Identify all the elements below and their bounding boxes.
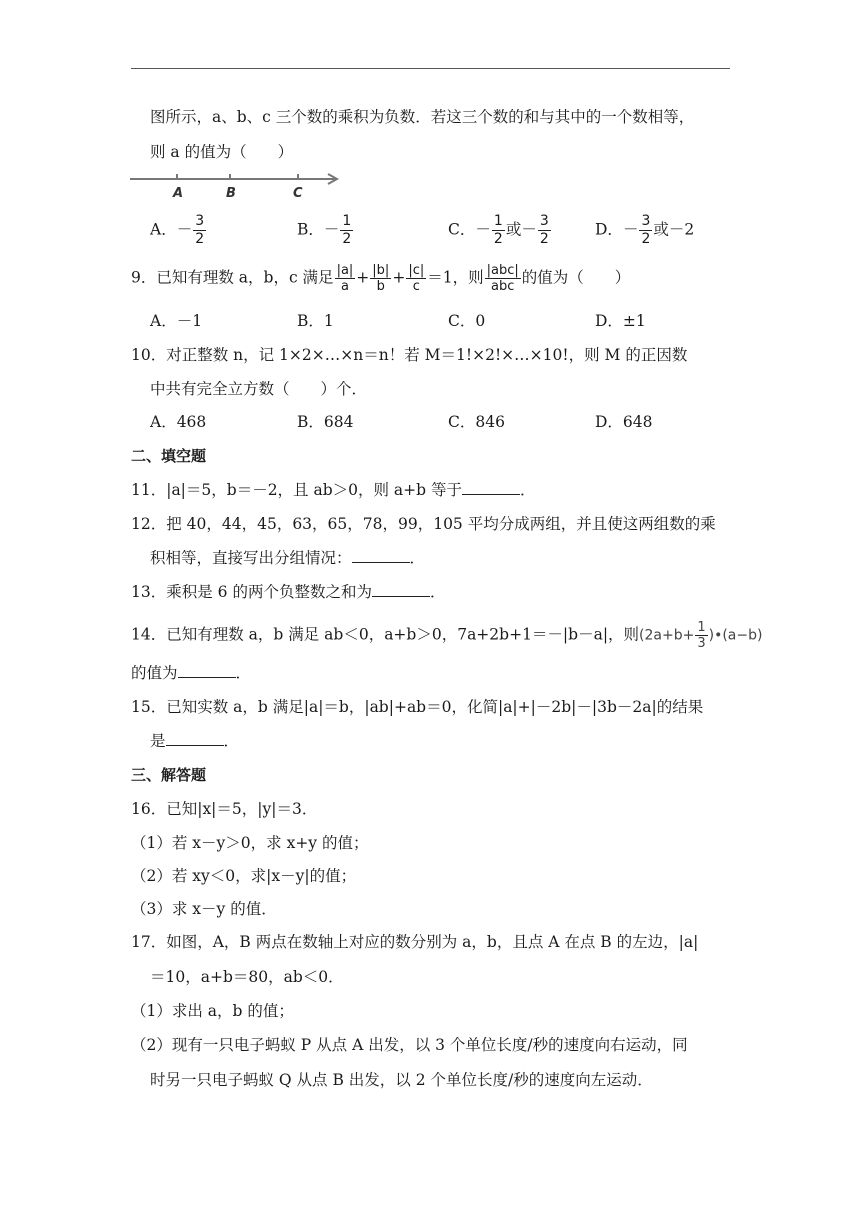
answer-blank[interactable] xyxy=(166,729,224,746)
q17-line2: ＝10，a+b＝80，ab＜0． xyxy=(150,968,344,986)
number-line-figure xyxy=(130,168,345,202)
q16-stem: 16．已知|x|＝5，|y|＝3． xyxy=(131,800,318,818)
axis-label-c: C xyxy=(293,186,303,201)
q8-option-a: A．－ $\frac{3}{2}$ xyxy=(150,213,205,247)
q10-option-c: C．846 xyxy=(448,413,505,431)
q14-formula: (2a+b+ $\frac{1}{3}$ )•(a−b) xyxy=(639,620,763,651)
q10-line1: 10．对正整数 n，记 1×2×…×n＝n！若 M＝1!×2!×…×10!，则 M 的正因数 xyxy=(131,346,688,364)
answer-blank[interactable] xyxy=(372,580,430,597)
axis-label-b: B xyxy=(226,186,236,201)
q9-stem: 9．已知有理数 a，b，c 满足 $\frac{|a|}{a}$ + $\frac{|b|}{b}$ + $\frac{|c|}{c}$ ＝1，则 |abc| abc 的值为（ ） xyxy=(131,263,631,294)
q9-option-d: D．±1 xyxy=(595,312,646,330)
q17-part2-line1: （2）现有一只电子蚂蚁 P 从点 A 出发，以 3 个单位长度/秒的速度向右运动，同 xyxy=(131,1036,688,1054)
q16-part3: （3）求 x－y 的值． xyxy=(131,900,277,918)
q8-option-b: B．－ $\frac{1}{2}$ xyxy=(297,213,352,247)
axis-label-a: A xyxy=(173,186,184,201)
q15-line2: 是 ． xyxy=(150,729,239,753)
q16-part2: （2）若 xy＜0，求|x－y|的值； xyxy=(131,867,357,885)
q9-option-b: B．1 xyxy=(297,312,334,330)
section-heading-solve: 三、解答题 xyxy=(131,766,207,784)
q15-line1: 15．已知实数 a，b 满足|a|＝b，|ab|+ab＝0，化简|a|+|－2b|－|3b－2a|的结果 xyxy=(131,698,704,716)
header-rule xyxy=(131,68,730,69)
q8-option-d: D．－ $\frac{3}{2}$ 或－2 xyxy=(595,213,695,247)
q13: 13．乘积是 6 的两个负整数之和为 ． xyxy=(131,580,445,604)
q9-option-c: C．0 xyxy=(448,312,486,330)
q11: 11．|a|＝5，b＝－2，且 ab＞0，则 a+b 等于 ． xyxy=(131,478,536,502)
section-heading-fill-blank: 二、填空题 xyxy=(131,447,207,465)
answer-blank[interactable] xyxy=(352,546,410,563)
answer-blank[interactable] xyxy=(462,478,520,495)
q8-option-c: C．－ $\frac{1}{2}$ 或－ $\frac{3}{2}$ xyxy=(448,213,549,247)
q10-line2: 中共有完全立方数（ ）个． xyxy=(150,380,368,398)
q10-option-a: A．468 xyxy=(150,413,207,431)
q9-option-a: A．－1 xyxy=(150,312,203,330)
q16-part1: （1）若 x－y＞0，求 x+y 的值； xyxy=(131,834,369,852)
q17-part2-line2: 时另一只电子蚂蚁 Q 从点 B 出发，以 2 个单位长度/秒的速度向左运动． xyxy=(150,1071,653,1089)
q10-option-b: B．684 xyxy=(297,413,354,431)
q17-line1: 17．如图，A，B 两点在数轴上对应的数分别为 a，b，且点 A 在点 B 的左边，|a| xyxy=(131,933,699,951)
q12-line2: 积相等，直接写出分组情况： ． xyxy=(150,546,425,570)
q12-line1: 12．把 40，44，45，63，65，78，99，105 平均分成两组，并且使这两组数的乘 xyxy=(131,515,716,533)
q8-line1: 图所示，a、b、c 三个数的乘积为负数．若这三个数的和与其中的一个数相等， xyxy=(150,108,695,126)
q17-part1: （1）求出 a，b 的值； xyxy=(131,1002,294,1020)
answer-blank[interactable] xyxy=(178,661,236,678)
q14-line1: 14．已知有理数 a，b 满足 ab＜0，a+b＞0，7a+2b+1＝－|b－a|，则(2a+b+ $\frac{1}{3}$ )•(a−b) xyxy=(131,620,763,651)
q14-line2: 的值为 ． xyxy=(131,661,251,685)
q10-option-d: D．648 xyxy=(595,413,653,431)
q8-line2: 则 a 的值为（ ） xyxy=(150,143,294,161)
